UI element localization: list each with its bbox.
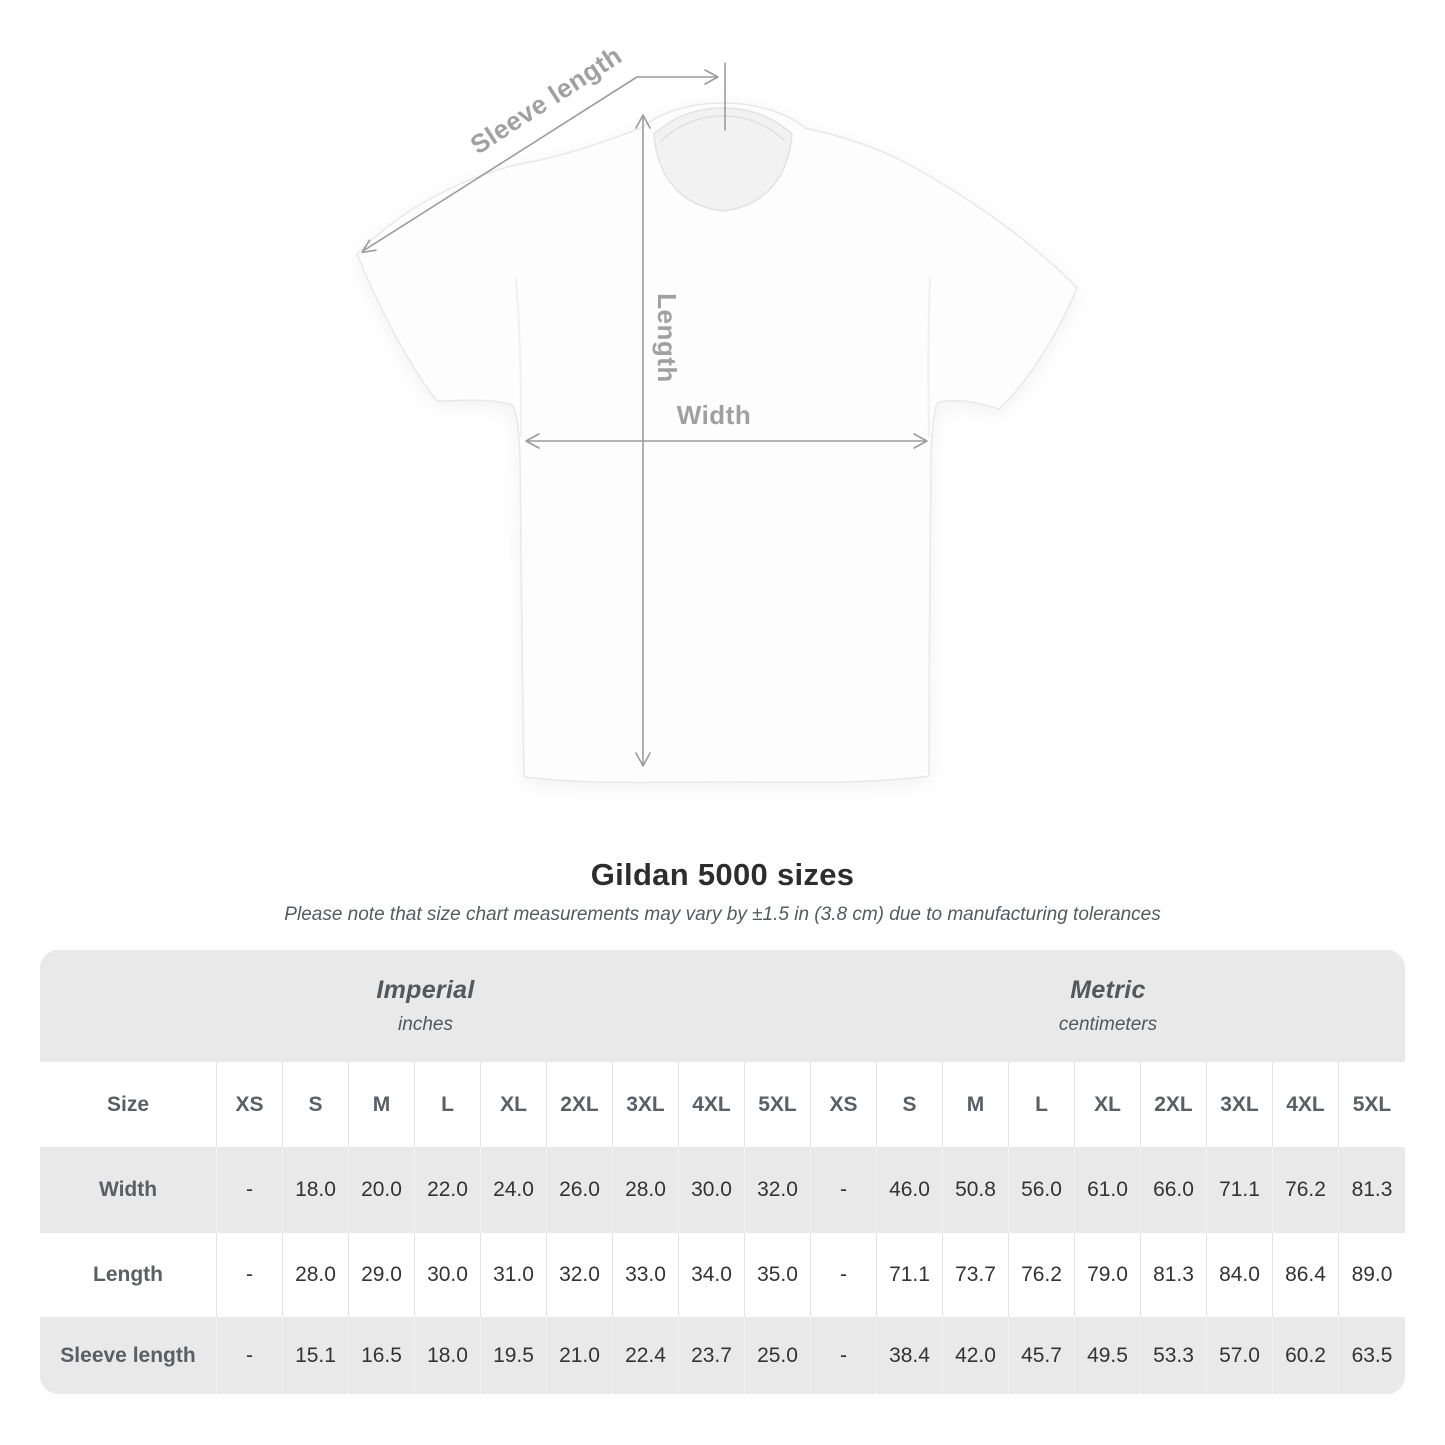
page-title: Gildan 5000 sizes	[590, 857, 855, 892]
size-column-header: S	[877, 1062, 943, 1147]
row-label: Sleeve length	[40, 1317, 217, 1394]
cell: 34.0	[679, 1233, 745, 1317]
cell: -	[217, 1233, 283, 1317]
unit-group-unit: centimeters	[1058, 1014, 1158, 1035]
cell: 38.4	[877, 1317, 943, 1394]
size-column-header: 3XL	[613, 1062, 679, 1147]
cell: 32.0	[745, 1147, 811, 1233]
cell: 84.0	[1207, 1233, 1273, 1317]
cell: -	[811, 1233, 877, 1317]
cell: 89.0	[1351, 1263, 1393, 1286]
cell: 86.4	[1273, 1233, 1339, 1317]
cell: 63.5	[1351, 1343, 1393, 1367]
cell: -	[217, 1317, 283, 1394]
cell: -	[811, 1317, 877, 1394]
cell: 45.7	[1009, 1317, 1075, 1394]
size-header-row	[40, 1062, 1405, 1147]
size-column-header: M	[349, 1062, 415, 1147]
cell: 22.4	[613, 1317, 679, 1394]
cell: 29.0	[349, 1233, 415, 1317]
page-subtitle: Please note that size chart measurements may vary by ±1.5 in (3.8 cm) due to manufacturing tolerances	[284, 904, 1161, 925]
row-sleeve-length	[40, 1317, 1405, 1394]
cell: 71.1	[1207, 1147, 1273, 1233]
cell: -	[811, 1147, 877, 1233]
cell: -	[217, 1147, 283, 1233]
sleeve-length-label: Sleeve length	[464, 40, 628, 160]
cell: 23.7	[679, 1317, 745, 1394]
cell: 50.8	[943, 1147, 1009, 1233]
size-column-header: XL	[1075, 1062, 1141, 1147]
unit-group-imperial	[40, 950, 811, 1062]
cell: 16.5	[349, 1317, 415, 1394]
cell: 49.5	[1075, 1317, 1141, 1394]
cell: 81.3	[1351, 1178, 1393, 1201]
cell: 76.2	[1273, 1147, 1339, 1233]
size-column-header: 5XL	[745, 1062, 811, 1147]
cell: 31.0	[481, 1233, 547, 1317]
unit-group-name: Imperial	[376, 976, 475, 1004]
cell: 53.3	[1141, 1317, 1207, 1394]
cell: 26.0	[547, 1147, 613, 1233]
heading-block	[0, 857, 1445, 926]
row-label: Length	[40, 1233, 217, 1317]
size-column-header: XS	[811, 1062, 877, 1147]
cell: 60.2	[1273, 1317, 1339, 1394]
cell: 81.3	[1141, 1233, 1207, 1317]
cell: 30.0	[415, 1233, 481, 1317]
size-column-header: XS	[217, 1062, 283, 1147]
size-column-header: L	[1009, 1062, 1075, 1147]
cell: 56.0	[1009, 1147, 1075, 1233]
row-label: Width	[40, 1147, 217, 1233]
size-column-header: 4XL	[1273, 1062, 1339, 1147]
cell: 73.7	[943, 1233, 1009, 1317]
cell: 20.0	[349, 1147, 415, 1233]
cell: 21.0	[547, 1317, 613, 1394]
size-column-header: L	[415, 1062, 481, 1147]
size-column-header: S	[283, 1062, 349, 1147]
size-column-header: 3XL	[1207, 1062, 1273, 1147]
cell: 15.1	[283, 1317, 349, 1394]
cell: 61.0	[1075, 1147, 1141, 1233]
size-column-header: 2XL	[1141, 1062, 1207, 1147]
cell: 76.2	[1009, 1233, 1075, 1317]
width-label: Width	[676, 400, 752, 430]
size-column-header: 2XL	[547, 1062, 613, 1147]
cell: 28.0	[613, 1147, 679, 1233]
cell: 79.0	[1075, 1233, 1141, 1317]
size-column-header: XL	[481, 1062, 547, 1147]
cell: 32.0	[547, 1233, 613, 1317]
cell: 18.0	[283, 1147, 349, 1233]
cell: 66.0	[1141, 1147, 1207, 1233]
unit-group-metric	[811, 950, 1405, 1062]
unit-group-name: Metric	[1070, 976, 1146, 1004]
cell: 42.0	[943, 1317, 1009, 1394]
size-header-label: Size	[40, 1062, 217, 1147]
cell: 24.0	[481, 1147, 547, 1233]
size-table	[40, 950, 1405, 1394]
cell: 46.0	[877, 1147, 943, 1233]
cell: 57.0	[1207, 1317, 1273, 1394]
unit-group-unit: inches	[398, 1014, 453, 1035]
length-label: Length	[652, 293, 682, 383]
cell: 71.1	[877, 1233, 943, 1317]
cell: 33.0	[613, 1233, 679, 1317]
size-column-header: M	[943, 1062, 1009, 1147]
size-column-header: 5XL	[1352, 1092, 1392, 1116]
size-column-header: 4XL	[679, 1062, 745, 1147]
unit-group-header	[40, 950, 1405, 1062]
row-width	[40, 1147, 1405, 1233]
cell: 28.0	[283, 1233, 349, 1317]
cell: 35.0	[745, 1233, 811, 1317]
cell: 19.5	[481, 1317, 547, 1394]
row-length	[40, 1233, 1405, 1317]
cell: 30.0	[679, 1147, 745, 1233]
cell: 25.0	[745, 1317, 811, 1394]
cell: 22.0	[415, 1147, 481, 1233]
cell: 18.0	[415, 1317, 481, 1394]
